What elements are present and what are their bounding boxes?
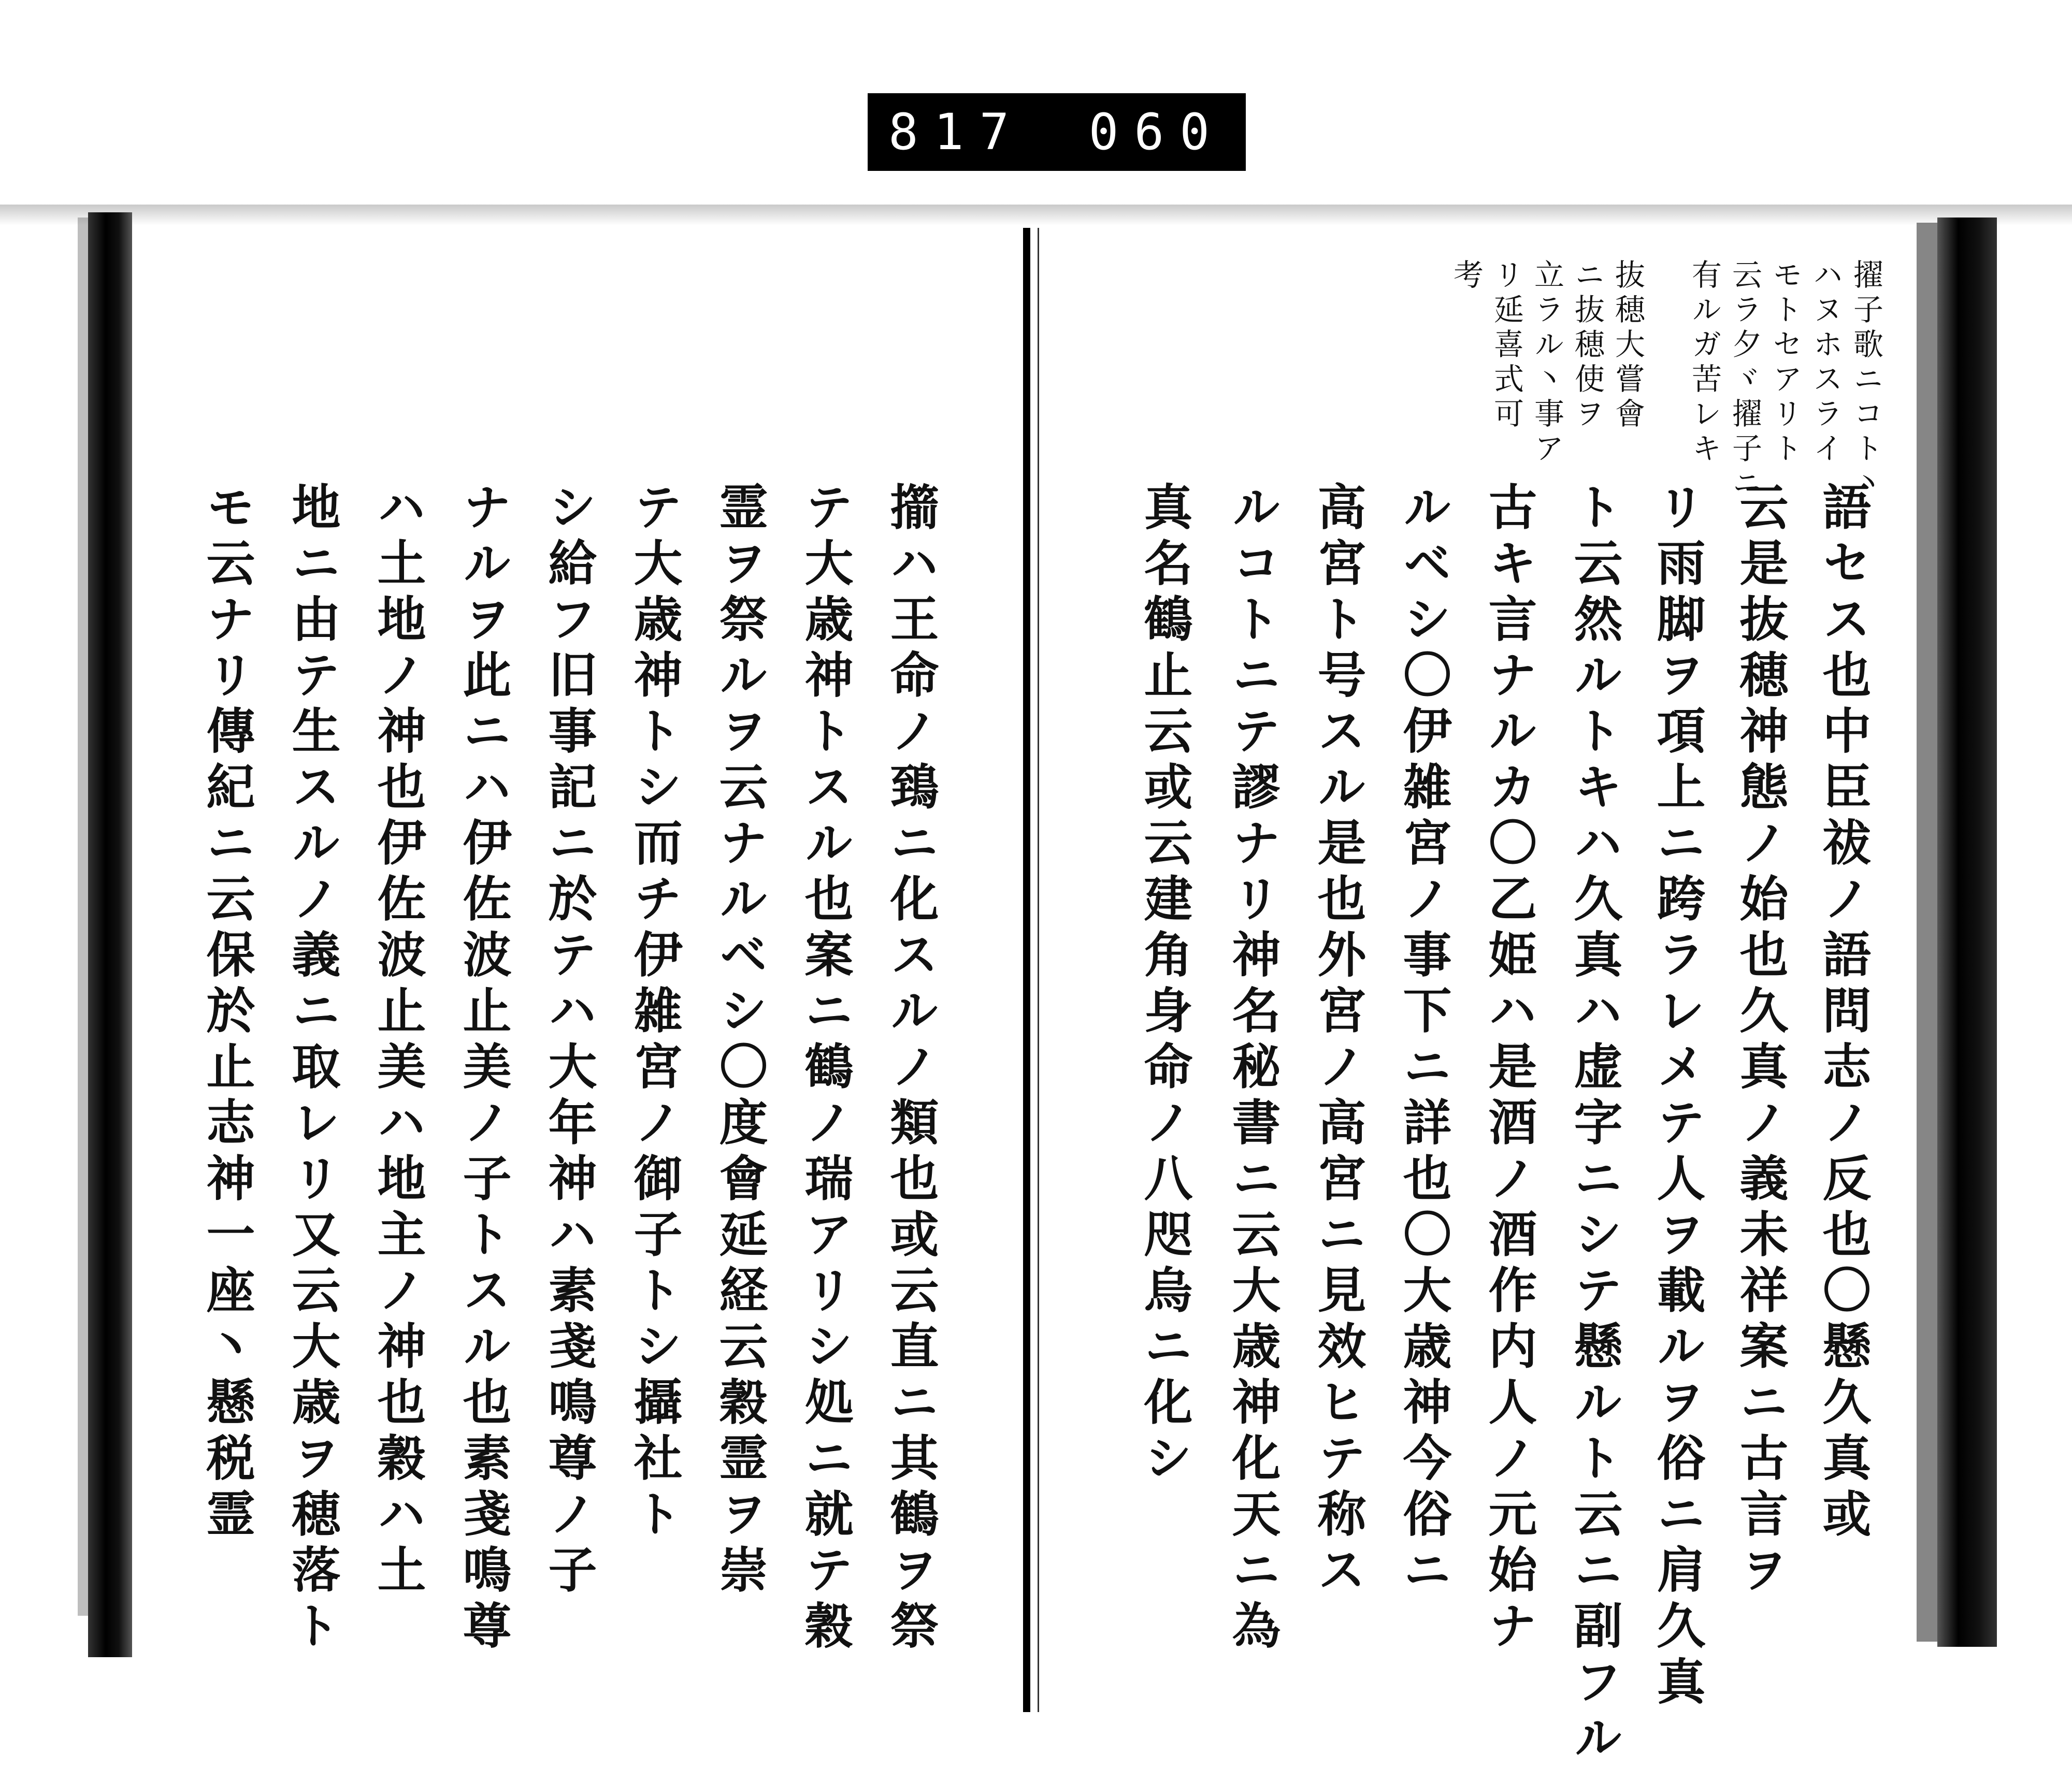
headnote-column: 擢子歌ニコト丶 xyxy=(1848,259,1883,502)
text-column: 云是抜穂神態ノ始也久真ノ義未祥案ニ古言ヲ xyxy=(1731,482,1788,1600)
text-column: リ雨脚ヲ項上ニ跨ラレメテ人ヲ載ルヲ俗ニ肩久真 xyxy=(1648,482,1705,1712)
text-column: テ大歳神トシ而チ伊雑宮ノ御子トシ攝社ト xyxy=(625,482,682,1544)
headnote-column: 有ルガ苦レキ xyxy=(1687,259,1722,467)
page-top-shadow xyxy=(0,205,2072,225)
frame-number-label xyxy=(868,93,1246,171)
text-column: ナルヲ此ニハ伊佐波止美ノ子トスル也素戔鳴尊 xyxy=(454,482,511,1656)
text-column: ハ土地ノ神也伊佐波止美ハ地主ノ神也穀ハ土 xyxy=(369,482,426,1600)
frame-number-left: 817 xyxy=(888,103,1025,161)
text-column: ルコトニテ謬ナリ神名秘書ニ云大歳神化天ニ為 xyxy=(1224,482,1280,1656)
text-column: 高宮ト号スル是也外宮ノ高宮ニ見效ヒテ称ス xyxy=(1309,482,1366,1600)
headnote-column: モトセアリト xyxy=(1767,259,1803,467)
headnote-column: 立ラル丶事ア xyxy=(1529,259,1564,467)
text-column: 霊ヲ祭ルヲ云ナルベシ〇度會延経云穀霊ヲ崇 xyxy=(711,482,768,1600)
text-column: 地ニ由テ生スルノ義ニ取レリ又云大歳ヲ穂落ト xyxy=(283,482,340,1656)
center-gutter xyxy=(1023,228,1030,1712)
headnote-column: ニ抜穂使ヲ xyxy=(1570,259,1605,432)
center-gutter-line xyxy=(1038,228,1039,1712)
text-column: ルベシ〇伊雑宮ノ事下ニ詳也〇大歳神今俗ニ xyxy=(1394,482,1451,1600)
text-column: 古キ言ナルカ〇乙姫ハ是酒ノ酒作内人ノ元始ナ xyxy=(1480,482,1537,1656)
headnote-column: 云ラ夕ヾ擢子ニ xyxy=(1727,259,1762,502)
text-column: 擶ハ王命ノ鵄ニ化スルノ類也或云直ニ其鶴ヲ祭 xyxy=(882,482,939,1656)
text-column: ト云然ルトキハ久真ハ虚字ニシテ懸ルト云ニ副フル xyxy=(1565,482,1622,1768)
left-book-edge xyxy=(88,212,132,1657)
headnote-column: リ延喜式可 xyxy=(1489,259,1524,432)
frame-number-right: 060 xyxy=(1088,103,1225,161)
headnote-column: 考 xyxy=(1448,259,1484,294)
text-column: 真名鶴止云或云建角身命ノ八咫烏ニ化シ xyxy=(1135,482,1192,1488)
text-column: テ大歳神トスル也案ニ鶴ノ瑞アリシ処ニ就テ穀 xyxy=(796,482,853,1656)
right-page-edge-shadow xyxy=(1917,223,1937,1642)
text-column: シ給フ旧事記ニ於テハ大年神ハ素戔鳴尊ノ子 xyxy=(540,482,597,1600)
text-column: 語セス也中臣祓ノ語問志ノ反也〇懸久真或 xyxy=(1814,482,1871,1544)
headnote-column: ハヌホスライ xyxy=(1808,259,1843,467)
text-column: モ云ナリ傳紀ニ云保於止志神一座丶懸税霊 xyxy=(198,482,255,1544)
headnote-column: 抜穂大嘗會 xyxy=(1610,259,1645,432)
right-book-edge xyxy=(1937,218,1997,1647)
left-page-edge-shadow xyxy=(78,218,88,1616)
